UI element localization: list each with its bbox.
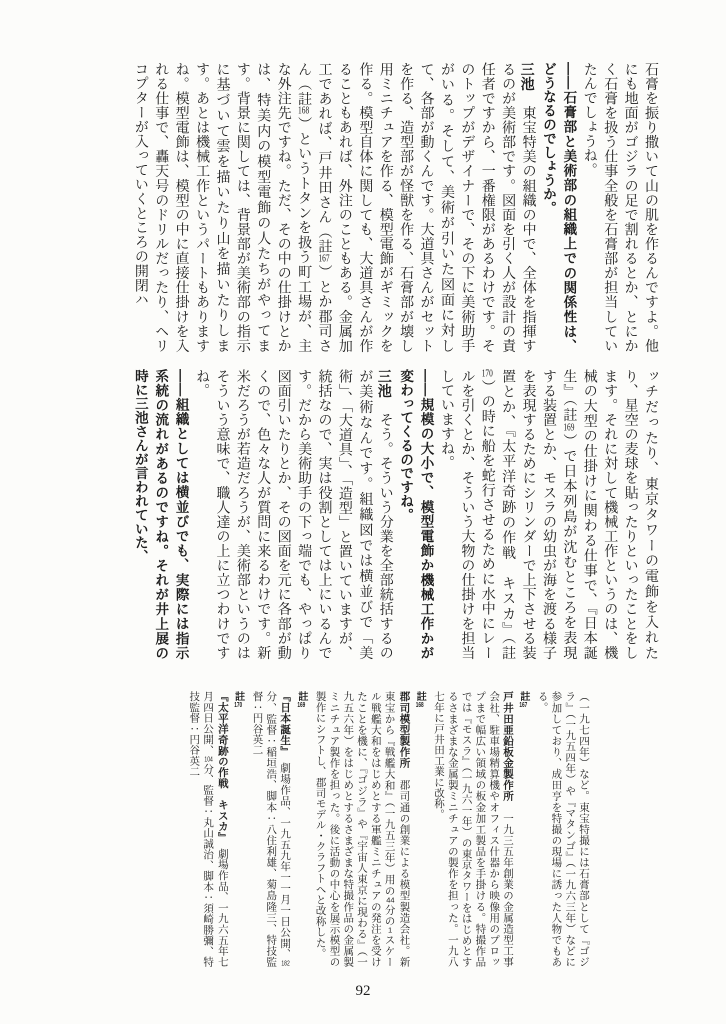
- text-band-upper: [64, 62, 660, 353]
- footnote: [535, 691, 590, 967]
- horizontal-number: 167: [318, 254, 330, 265]
- horizontal-number: 1: [388, 926, 393, 934]
- text-band-lower: [64, 369, 660, 660]
- footnote-text: 『日本誕生』 劇場作品、一九五九年一一月一日公開、182分、監督：稲垣浩、脚本：八住利雄、菊島隆三、特技監督：円谷英二: [251, 691, 292, 967]
- speaker-name: 三池: [519, 62, 536, 92]
- footnote-title: 戸井田亜鉛板金製作所: [502, 691, 515, 802]
- footnote-number: 註168: [414, 691, 426, 709]
- interview-body: [64, 62, 660, 664]
- horizontal-number: 44: [386, 896, 395, 904]
- footnote: [431, 691, 530, 967]
- horizontal-number: 169: [297, 701, 306, 709]
- horizontal-number: 168: [415, 701, 424, 709]
- footnote-title: 郡司模型製作所: [398, 691, 411, 769]
- horizontal-number: 168: [298, 106, 310, 117]
- footnote-number: 註169: [295, 691, 307, 709]
- footnote-text: 戸井田亜鉛板金製作所 一九三五年創業の金属造型工事会社、駐車場精算機やオフィス什器から映像用のプロップまで幅広い領域の板金加工製品を手掛ける。特撮作品では『モスラ』（一九六一年）の東京タワーをはじめとするさまざまな金属製ミニチュアの製作を担った。一九八七年に戸井田工業に改称。: [433, 691, 515, 968]
- footnote-text: （一九七四年）など。東宝特撮には石膏部として『ゴジラ』（一九五四年）や『マタンゴ』（一九六三年）などに参加しており、成田亨を特撮の現場に誘った人物でもある。: [536, 691, 590, 967]
- footnote: [250, 691, 308, 967]
- footnote-text: 『太平洋奇跡の作戦 キスカ』 劇場作品、一九六五年七月四日公開、104分、監督：丸山誠治、脚本：須崎勝彌、特技監督：円谷英二: [188, 691, 229, 967]
- horizontal-number: 104: [204, 755, 213, 763]
- footnote: [186, 691, 244, 967]
- footnote-number: 註167: [517, 691, 529, 709]
- footnote-title: 『日本誕生』: [279, 691, 292, 752]
- paragraph: 三池 東宝特美の組織の中で、全体を指揮するのが美術部です。図面を引く人が設計の責任者ですから、一番権限があるわけです。そのトップがデザイナーで、その下に美術助手がいる。そして、美術が引いた図面に対して、各部が動くんです。大道具さんがセットを作る、造型部が怪獣を作る、石膏部が壊し用ミニチュアを作る、模型電飾がギミックを作る。模型自体に関しても、大道具さんが作ることもあれば、外注のこともある。金属加工であれば、戸井田さん（註167）とか郡司さん（註168）というトタンを扱う町工場が、主な外注先ですね。ただ、その中の仕掛けとかは、特美内の模型電飾の人たちがやってます。背景に関しては、背景部が美術部の指示に基づいて雲を描いたり山を描いたりします。あとは機械工作というパートもありますね。模型電飾は、模型の中に直接仕掛けを入れる仕事で、轟天号のドリルだったり、ヘリコプターが入っていくところの開閉ハ: [132, 62, 536, 353]
- horizontal-number: 170: [234, 701, 243, 709]
- footnote-text: 郡司模型製作所 郡司通の創業による模型製造会社。新東宝から『戦艦大和』（一九五三年）用の44分の1スケール戦艦大和をはじめとする軍艦ミニチュアの発注を受けたことを機に、『ゴジラ』や『宇宙人東京に現わる』（一九五六年）をはじめとするさまざまな特撮作品の金属製ミニチュア製作を担った。後に活動の中心を展示模型の製作にシフトし、郡司モデル・クラフトへと改称した。: [314, 691, 411, 967]
- paragraph: ッチだったり、東京タワーの電飾を入れたり、星空の麦球を貼ったりといったことをします。それに対して機械工作というのは、機械の大型の仕掛けに関わる仕事で、『日本誕生』（註169）で日本列島が沈むところを表現する装置とか、モスラの幼虫が海を渡る様子を表現するためにシリンダーで上下させる装置とか、『太平洋奇跡の作戦 キスカ』（註170）の時に船を蛇行させるために水中にレールを引くとか、そういう大物の仕掛けを担当していますね。: [438, 369, 658, 660]
- footnote-number: 註170: [232, 691, 244, 709]
- interviewer-question: ――石膏部と美術部の組織上での関係性は、どうなるのでしょうか。: [540, 62, 577, 353]
- horizontal-number: 167: [519, 701, 528, 709]
- speaker-name: 三池: [376, 369, 393, 399]
- interviewer-question: ――規模の大小で、模型電飾か機械工作かが変わってくるのですね。: [398, 369, 434, 660]
- horizontal-number: 182: [281, 959, 290, 967]
- horizontal-number: 169: [563, 422, 575, 433]
- footnote: [313, 691, 426, 967]
- paragraph: 石膏を振り撒いて山の肌を作るんですよ。他にも地面がゴジラの足で割れるとか、とにかく石膏を扱う仕事全般を石膏部が担当していたんでしょうね。: [581, 62, 658, 353]
- interviewer-question: ――組織としては横並びでも、実際には指示系統の流れがあるのですね。それが井上展の時に三池さんが言われていた、: [132, 369, 189, 660]
- page-number: 92: [355, 983, 371, 999]
- horizontal-number: 170: [481, 369, 493, 380]
- paragraph: 三池 そう。そういう分業を全部統括するのが美術なんです。組織図では横並びで「美術」、「大道具」、「造型」と置いていますが、統括なので、実は役割としては上にいるんです。だから美術助手の下っ端でも、やっぱり図面引いたりとか、その図面を元に各部が動くので、色々な人が質問に来るわけです。新米だろうが若造だろうが、美術部というのはそういう意味で、職人達の上に立つわけですね。: [194, 369, 393, 660]
- footnote-title: 『太平洋奇跡の作戦 キスカ』: [216, 691, 229, 838]
- footnotes-section: [168, 691, 592, 967]
